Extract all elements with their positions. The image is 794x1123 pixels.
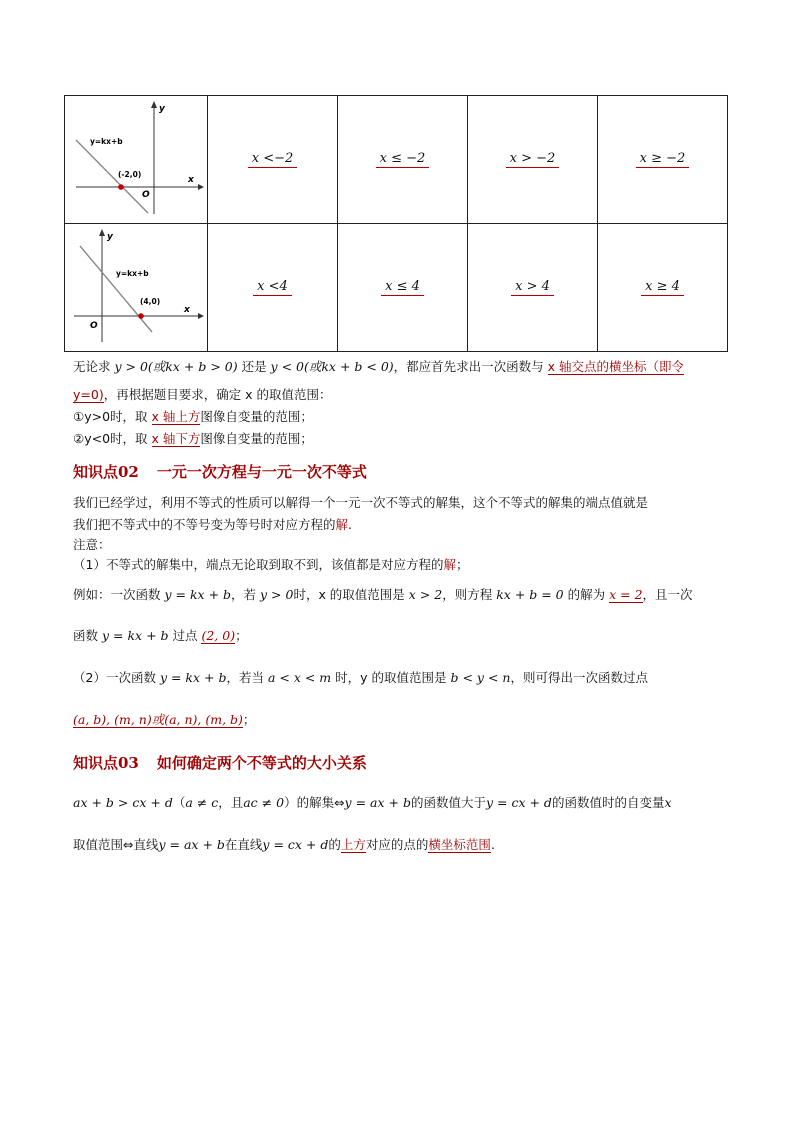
graph-positive-4: [66, 224, 206, 347]
graph-cell: [65, 224, 208, 352]
answer-text: x ≥ −2: [636, 151, 690, 168]
answer-cell: [468, 224, 598, 352]
table-row: [65, 96, 728, 224]
kp02-note2: （2）一次函数 y = kx + b，若当 a < x < m 时，y 的取值范围是 b < y < n，则可得出一次函数过点: [73, 670, 648, 685]
svg-text:x: x: [188, 175, 194, 185]
para1-line3: ①y>0时，取 x 轴上方图像自变量的范围；: [73, 409, 313, 424]
para1-line1: 无论求 y > 0(或kx + b > 0) 还是 y < 0(或kx + b < 0)，都应首先求出一次函数与 x 轴交点的横坐标（即令: [73, 359, 685, 374]
svg-text:O: O: [90, 321, 98, 331]
svg-text:y=kx+b: y=kx+b: [116, 269, 149, 278]
answer-cell: [598, 96, 728, 224]
answer-text: x <4: [253, 279, 292, 296]
table-row: [65, 224, 728, 352]
kp02-note: 注意：: [73, 537, 111, 552]
answer-cell: [338, 224, 468, 352]
section-heading-02: 知识点02 一元一次方程与一元一次不等式: [73, 463, 367, 481]
answer-text: x ≤ −2: [376, 151, 430, 168]
kp03-line2: 取值范围⇔直线y = ax + b在直线y = cx + d的上方对应的点的横坐标范围.: [73, 837, 495, 852]
kp02-note1: （1）不等式的解集中，端点无论取到取不到，该值都是对应方程的解；: [73, 557, 469, 572]
answer-cell: [208, 96, 338, 224]
kp02-para-line2: 我们把不等式中的不等号变为等号时对应方程的解.: [73, 517, 353, 532]
para1-line4: ②y<0时，取 x 轴下方图像自变量的范围；: [73, 431, 313, 446]
kp02-para-line1: 我们已经学过，利用不等式的性质可以解得一个一元一次不等式的解集，这个不等式的解集的端点值就是: [73, 495, 649, 510]
svg-text:x: x: [184, 305, 190, 315]
para1-line2: y=0)，再根据题目要求，确定 x 的取值范围：: [73, 387, 332, 402]
answer-text: x > 4: [511, 279, 554, 296]
kp02-example-line2: 函数 y = kx + b 过点 (2, 0)；: [73, 628, 248, 643]
svg-text:(4,0): (4,0): [140, 297, 161, 306]
kp03-line1: ax + b > cx + d（a ≠ c，且ac ≠ 0）的解集⇔y = ax + b的函数值大于y = cx + d的函数值时的自变量x: [73, 795, 672, 810]
answer-text: x ≤ 4: [381, 279, 424, 296]
kp02-note2-points: (a, b), (m, n)或(a, n), (m, b)；: [73, 712, 256, 727]
answer-text: x <−2: [248, 151, 298, 168]
kp02-example-line1: 例如：一次函数 y = kx + b，若 y > 0时，x 的取值范围是 x > 2，则方程 kx + b = 0 的解为 x = 2，且一次: [73, 587, 693, 602]
answer-text: x ≥ 4: [641, 279, 684, 296]
svg-text:y: y: [159, 104, 165, 114]
answer-text: x > −2: [506, 151, 560, 168]
svg-text:O: O: [142, 190, 150, 200]
answer-cell: [338, 96, 468, 224]
graph-negative-2: [66, 96, 206, 219]
inequality-table: [64, 95, 728, 352]
svg-text:y=kx+b: y=kx+b: [90, 137, 123, 146]
section-heading-03: 知识点03 如何确定两个不等式的大小关系: [73, 754, 367, 772]
answer-cell: [598, 224, 728, 352]
answer-cell: [208, 224, 338, 352]
svg-text:y: y: [107, 232, 113, 242]
graph-cell: [65, 96, 208, 224]
svg-text:(-2,0): (-2,0): [118, 170, 142, 179]
answer-cell: [468, 96, 598, 224]
